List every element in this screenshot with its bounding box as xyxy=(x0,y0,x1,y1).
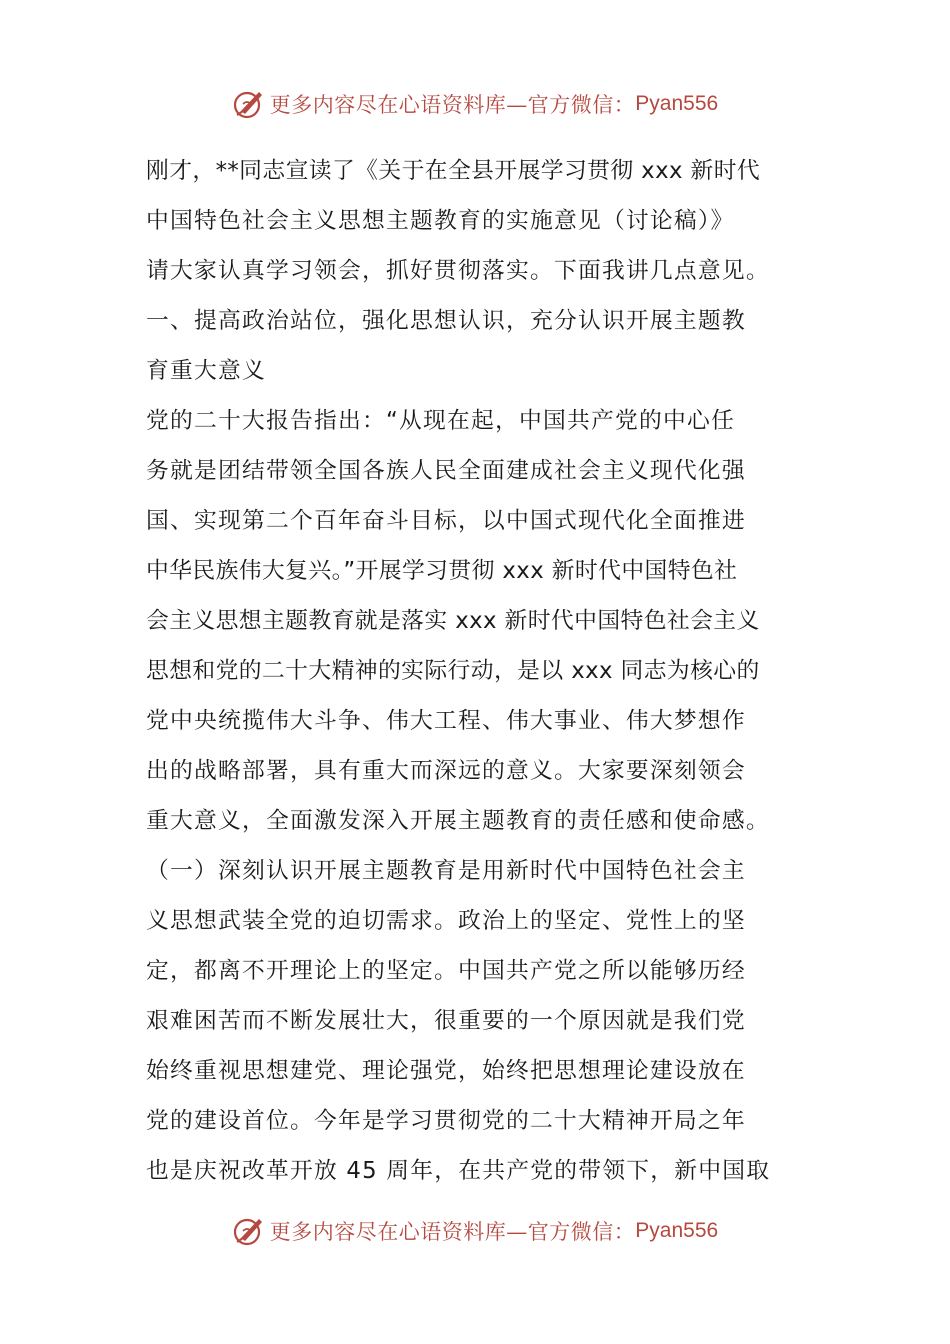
section-heading: 育重大意义 xyxy=(146,358,266,384)
text-line: 党的二十大报告指出：“从现在起，中国共产党的中心任 xyxy=(146,408,735,434)
text-line: 艰难困苦而不断发展壮大，很重要的一个原因就是我们党 xyxy=(146,1008,746,1034)
text-line: 请大家认真学习领会，抓好贯彻落实。下面我讲几点意见。 xyxy=(146,258,770,284)
text-line: 义思想武装全党的迫切需求。政治上的坚定、党性上的坚 xyxy=(146,908,746,934)
footer-watermark xyxy=(0,1211,950,1251)
text-line: 重大意义，全面激发深入开展主题教育的责任感和使命感。 xyxy=(146,808,770,834)
text-line: 思想和党的二十大精神的实际行动，是以 xxx 同志为核心的 xyxy=(146,658,760,684)
text-line: 出的战略部署，具有重大而深远的意义。大家要深刻领会 xyxy=(146,758,746,784)
text-line: 国、实现第二个百年奋斗目标，以中国式现代化全面推进 xyxy=(146,508,746,534)
text-line: 中国特色社会主义思想主题教育的实施意见（讨论稿）》 xyxy=(146,208,735,234)
text-line: 党中央统揽伟大斗争、伟大工程、伟大事业、伟大梦想作 xyxy=(146,708,746,734)
text-line: 中华民族伟大复兴。”开展学习贯彻 xxx 新时代中国特色社 xyxy=(146,558,738,584)
text-line: （一）深刻认识开展主题教育是用新时代中国特色社会主 xyxy=(146,858,746,884)
document-body xyxy=(146,146,808,1196)
section-heading: 一、提高政治站位，强化思想认识，充分认识开展主题教 xyxy=(146,308,746,334)
header-watermark xyxy=(0,84,950,124)
watermark-text: 更多内容尽在心语资料库—官方微信： xyxy=(269,1220,636,1244)
text-line: 始终重视思想建党、理论强党，始终把思想理论建设放在 xyxy=(146,1058,746,1084)
text-line: 也是庆祝改革开放 45 周年，在共产党的带领下，新中国取 xyxy=(146,1158,771,1184)
watermark-wechat-id: Pyan556 xyxy=(635,92,719,115)
quill-pen-seal-icon xyxy=(232,1214,266,1248)
text-line: 刚才，**同志宣读了《关于在全县开展学习贯彻 xxx 新时代 xyxy=(146,158,761,184)
text-line: 定，都离不开理论上的坚定。中国共产党之所以能够历经 xyxy=(146,958,746,984)
watermark-text: 更多内容尽在心语资料库—官方微信： xyxy=(269,93,636,117)
text-line: 务就是团结带领全国各族人民全面建成社会主义现代化强 xyxy=(146,458,746,484)
quill-pen-seal-icon xyxy=(232,87,266,121)
text-line: 会主义思想主题教育就是落实 xxx 新时代中国特色社会主义 xyxy=(146,608,760,634)
text-line: 党的建设首位。今年是学习贯彻党的二十大精神开局之年 xyxy=(146,1108,746,1134)
watermark-wechat-id: Pyan556 xyxy=(635,1219,719,1242)
